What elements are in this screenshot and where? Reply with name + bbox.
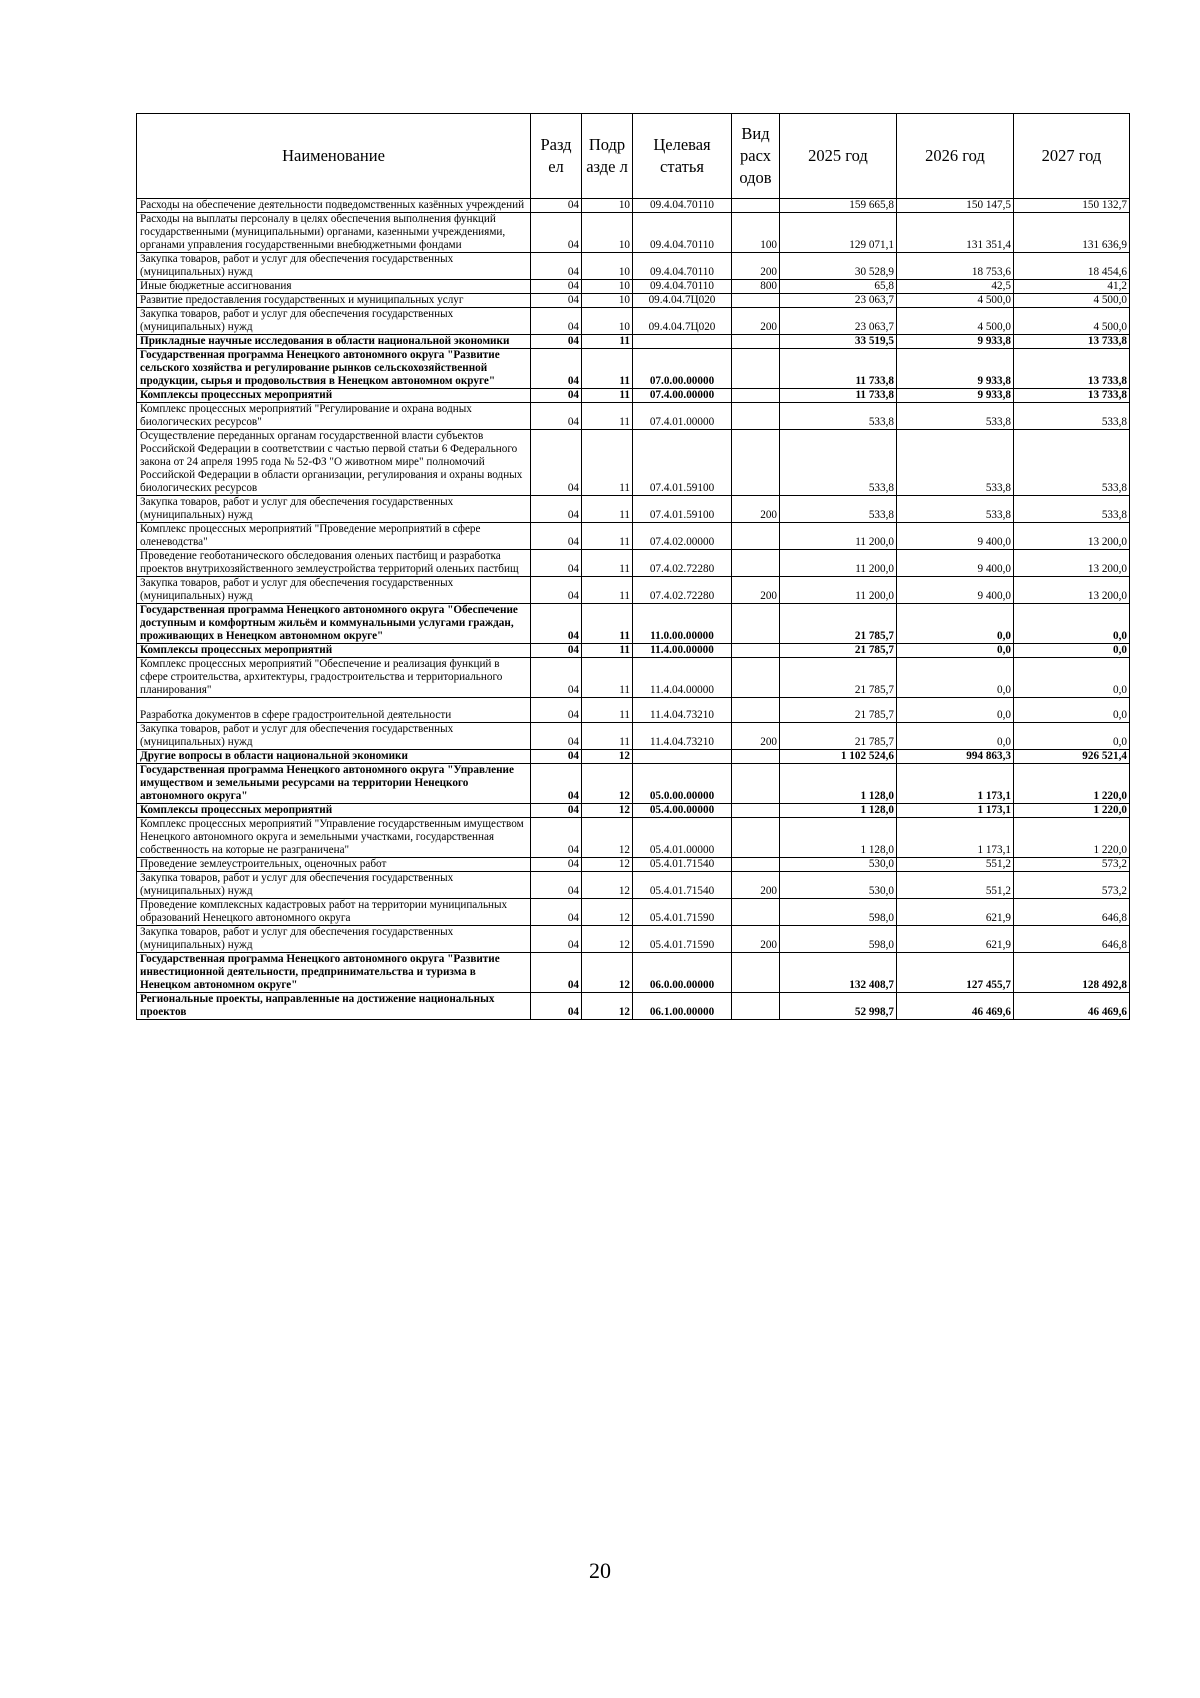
row-target-cell	[633, 750, 732, 764]
row-podrazdel-cell: 12	[582, 750, 633, 764]
row-name-cell: Государственная программа Ненецкого автономного округа "Развитие инвестиционной деятельности, предпринимательства и туризма в Ненецком автономном округе"	[137, 953, 531, 993]
row-2026-cell: 9 933,8	[897, 335, 1014, 349]
header-row	[137, 114, 1130, 199]
row-razdel-cell: 04	[531, 698, 582, 723]
row-2025-cell: 530,0	[780, 858, 897, 872]
row-2027-cell: 0,0	[1014, 604, 1130, 644]
row-2027-cell: 646,8	[1014, 926, 1130, 953]
row-2026-cell: 18 753,6	[897, 253, 1014, 280]
table-row	[137, 430, 1130, 496]
row-vid-cell	[732, 523, 780, 550]
row-vid-cell	[732, 403, 780, 430]
header-2025: 2025 год	[780, 114, 897, 199]
row-2025-cell: 65,8	[780, 280, 897, 294]
table-row	[137, 750, 1130, 764]
row-2025-cell: 132 408,7	[780, 953, 897, 993]
table-row	[137, 604, 1130, 644]
row-2027-cell: 533,8	[1014, 430, 1130, 496]
row-2025-cell: 21 785,7	[780, 604, 897, 644]
row-razdel-cell: 04	[531, 308, 582, 335]
row-target-cell: 07.4.01.00000	[633, 403, 732, 430]
row-vid-cell	[732, 953, 780, 993]
row-2026-cell: 551,2	[897, 858, 1014, 872]
row-target-cell: 05.4.01.71540	[633, 872, 732, 899]
row-podrazdel-cell: 12	[582, 926, 633, 953]
row-name-cell: Развитие предоставления государственных и муниципальных услуг	[137, 294, 531, 308]
row-vid-cell	[732, 199, 780, 213]
row-name-cell: Государственная программа Ненецкого автономного округа "Управление имуществом и земельными ресурсами на территории Ненецкого автономного округа"	[137, 764, 531, 804]
row-2025-cell: 21 785,7	[780, 658, 897, 698]
row-name-cell: Расходы на обеспечение деятельности подведомственных казённых учреждений	[137, 199, 531, 213]
row-podrazdel-cell: 11	[582, 604, 633, 644]
row-razdel-cell: 04	[531, 213, 582, 253]
row-2025-cell: 11 733,8	[780, 349, 897, 389]
row-target-cell: 05.4.01.71590	[633, 899, 732, 926]
row-razdel-cell: 04	[531, 723, 582, 750]
row-2025-cell: 23 063,7	[780, 294, 897, 308]
row-2026-cell: 9 400,0	[897, 550, 1014, 577]
row-target-cell: 07.4.01.59100	[633, 496, 732, 523]
row-vid-cell: 200	[732, 872, 780, 899]
row-razdel-cell: 04	[531, 430, 582, 496]
row-2026-cell: 42,5	[897, 280, 1014, 294]
row-podrazdel-cell: 11	[582, 644, 633, 658]
row-podrazdel-cell: 12	[582, 818, 633, 858]
table-row	[137, 858, 1130, 872]
row-razdel-cell: 04	[531, 294, 582, 308]
row-podrazdel-cell: 10	[582, 308, 633, 335]
row-2026-cell: 0,0	[897, 644, 1014, 658]
row-razdel-cell: 04	[531, 280, 582, 294]
table-row	[137, 308, 1130, 335]
row-name-cell: Комплексы процессных мероприятий	[137, 644, 531, 658]
row-razdel-cell: 04	[531, 818, 582, 858]
header-podrazdel: Подр азде л	[582, 114, 633, 199]
row-2026-cell: 131 351,4	[897, 213, 1014, 253]
row-podrazdel-cell: 10	[582, 294, 633, 308]
row-vid-cell	[732, 750, 780, 764]
table-row	[137, 993, 1130, 1020]
row-vid-cell	[732, 818, 780, 858]
row-name-cell: Комплексы процессных мероприятий	[137, 804, 531, 818]
row-target-cell	[633, 335, 732, 349]
row-2026-cell: 994 863,3	[897, 750, 1014, 764]
row-target-cell: 11.4.04.73210	[633, 723, 732, 750]
row-2025-cell: 21 785,7	[780, 644, 897, 658]
row-vid-cell	[732, 550, 780, 577]
row-2026-cell: 533,8	[897, 430, 1014, 496]
row-2026-cell: 9 400,0	[897, 523, 1014, 550]
row-2025-cell: 21 785,7	[780, 698, 897, 723]
row-2027-cell: 13 733,8	[1014, 349, 1130, 389]
table-row	[137, 723, 1130, 750]
row-vid-cell	[732, 604, 780, 644]
row-vid-cell: 200	[732, 253, 780, 280]
row-razdel-cell: 04	[531, 523, 582, 550]
row-razdel-cell: 04	[531, 550, 582, 577]
table-row	[137, 818, 1130, 858]
row-target-cell: 11.0.00.00000	[633, 604, 732, 644]
row-name-cell: Расходы на выплаты персоналу в целях обеспечения выполнения функций государственными (муниципальными) органами, казенными учреждениями, органами управления государственными внебюджетными фондами	[137, 213, 531, 253]
row-name-cell: Комплекс процессных мероприятий "Регулирование и охрана водных биологических ресурсов"	[137, 403, 531, 430]
row-name-cell: Прикладные научные исследования в области национальной экономики	[137, 335, 531, 349]
row-2026-cell: 1 173,1	[897, 804, 1014, 818]
row-2025-cell: 30 528,9	[780, 253, 897, 280]
row-razdel-cell: 04	[531, 899, 582, 926]
table-row	[137, 389, 1130, 403]
row-2026-cell: 9 400,0	[897, 577, 1014, 604]
row-razdel-cell: 04	[531, 335, 582, 349]
row-target-cell: 07.4.02.72280	[633, 577, 732, 604]
row-podrazdel-cell: 12	[582, 953, 633, 993]
row-2026-cell: 46 469,6	[897, 993, 1014, 1020]
row-razdel-cell: 04	[531, 750, 582, 764]
row-2025-cell: 159 665,8	[780, 199, 897, 213]
table-row	[137, 280, 1130, 294]
row-2027-cell: 131 636,9	[1014, 213, 1130, 253]
row-2027-cell: 0,0	[1014, 658, 1130, 698]
row-razdel-cell: 04	[531, 644, 582, 658]
table-row	[137, 199, 1130, 213]
row-name-cell: Иные бюджетные ассигнования	[137, 280, 531, 294]
table-row	[137, 698, 1130, 723]
row-podrazdel-cell: 12	[582, 993, 633, 1020]
table-row	[137, 577, 1130, 604]
row-target-cell: 11.4.04.73210	[633, 698, 732, 723]
row-2027-cell: 46 469,6	[1014, 993, 1130, 1020]
row-razdel-cell: 04	[531, 604, 582, 644]
row-podrazdel-cell: 12	[582, 804, 633, 818]
row-2027-cell: 1 220,0	[1014, 818, 1130, 858]
row-podrazdel-cell: 12	[582, 899, 633, 926]
row-target-cell: 05.0.00.00000	[633, 764, 732, 804]
row-target-cell: 07.4.00.00000	[633, 389, 732, 403]
row-podrazdel-cell: 11	[582, 723, 633, 750]
row-2025-cell: 530,0	[780, 872, 897, 899]
row-2025-cell: 21 785,7	[780, 723, 897, 750]
table-row	[137, 550, 1130, 577]
row-target-cell: 05.4.00.00000	[633, 804, 732, 818]
row-2027-cell: 13 733,8	[1014, 389, 1130, 403]
row-vid-cell	[732, 858, 780, 872]
header-2027: 2027 год	[1014, 114, 1130, 199]
row-target-cell: 05.4.01.71540	[633, 858, 732, 872]
row-2025-cell: 598,0	[780, 899, 897, 926]
row-2027-cell: 41,2	[1014, 280, 1130, 294]
row-name-cell: Закупка товаров, работ и услуг для обеспечения государственных (муниципальных) нужд	[137, 872, 531, 899]
row-name-cell: Закупка товаров, работ и услуг для обеспечения государственных (муниципальных) нужд	[137, 723, 531, 750]
header-target: Целевая статья	[633, 114, 732, 199]
row-podrazdel-cell: 11	[582, 550, 633, 577]
header-vid: Вид расх одов	[732, 114, 780, 199]
row-2027-cell: 926 521,4	[1014, 750, 1130, 764]
table-row	[137, 644, 1130, 658]
row-target-cell: 09.4.04.70110	[633, 199, 732, 213]
row-target-cell: 11.4.04.00000	[633, 658, 732, 698]
row-target-cell: 05.4.01.71590	[633, 926, 732, 953]
row-2027-cell: 4 500,0	[1014, 294, 1130, 308]
row-2027-cell: 4 500,0	[1014, 308, 1130, 335]
row-vid-cell	[732, 899, 780, 926]
table-row	[137, 253, 1130, 280]
row-2026-cell: 9 933,8	[897, 389, 1014, 403]
row-razdel-cell: 04	[531, 804, 582, 818]
row-target-cell: 09.4.04.70110	[633, 213, 732, 253]
row-2025-cell: 11 733,8	[780, 389, 897, 403]
row-2027-cell: 13 200,0	[1014, 523, 1130, 550]
table-row	[137, 899, 1130, 926]
table-body	[137, 199, 1130, 1020]
row-podrazdel-cell: 10	[582, 213, 633, 253]
row-target-cell: 09.4.04.70110	[633, 253, 732, 280]
table-row	[137, 403, 1130, 430]
row-vid-cell	[732, 335, 780, 349]
row-name-cell: Комплекс процессных мероприятий "Управление государственным имуществом Ненецкого автономного округа и земельными участками, государственная собственность на которые не разграничена"	[137, 818, 531, 858]
row-target-cell: 09.4.04.70110	[633, 280, 732, 294]
row-vid-cell: 200	[732, 723, 780, 750]
row-2027-cell: 1 220,0	[1014, 764, 1130, 804]
row-2025-cell: 52 998,7	[780, 993, 897, 1020]
row-podrazdel-cell: 12	[582, 764, 633, 804]
row-2026-cell: 533,8	[897, 403, 1014, 430]
table-row	[137, 872, 1130, 899]
row-2026-cell: 0,0	[897, 698, 1014, 723]
table-row	[137, 349, 1130, 389]
row-2026-cell: 127 455,7	[897, 953, 1014, 993]
row-2026-cell: 0,0	[897, 604, 1014, 644]
table-row	[137, 953, 1130, 993]
row-target-cell: 06.1.00.00000	[633, 993, 732, 1020]
row-2026-cell: 0,0	[897, 723, 1014, 750]
row-razdel-cell: 04	[531, 858, 582, 872]
row-podrazdel-cell: 10	[582, 199, 633, 213]
row-target-cell: 07.4.02.00000	[633, 523, 732, 550]
row-2027-cell: 13 200,0	[1014, 577, 1130, 604]
row-name-cell: Закупка товаров, работ и услуг для обеспечения государственных (муниципальных) нужд	[137, 253, 531, 280]
row-vid-cell	[732, 764, 780, 804]
row-2026-cell: 150 147,5	[897, 199, 1014, 213]
row-2025-cell: 1 128,0	[780, 804, 897, 818]
row-name-cell: Региональные проекты, направленные на достижение национальных проектов	[137, 993, 531, 1020]
row-2025-cell: 33 519,5	[780, 335, 897, 349]
row-2026-cell: 621,9	[897, 899, 1014, 926]
row-2026-cell: 4 500,0	[897, 308, 1014, 335]
row-vid-cell: 100	[732, 213, 780, 253]
row-target-cell: 05.4.01.00000	[633, 818, 732, 858]
row-2027-cell: 573,2	[1014, 858, 1130, 872]
row-razdel-cell: 04	[531, 658, 582, 698]
row-2026-cell: 551,2	[897, 872, 1014, 899]
row-2027-cell: 533,8	[1014, 496, 1130, 523]
row-razdel-cell: 04	[531, 953, 582, 993]
row-2025-cell: 1 128,0	[780, 818, 897, 858]
row-razdel-cell: 04	[531, 577, 582, 604]
row-2025-cell: 11 200,0	[780, 550, 897, 577]
row-2025-cell: 129 071,1	[780, 213, 897, 253]
row-name-cell: Проведение комплексных кадастровых работ на территории муниципальных образований Ненецкого автономного округа	[137, 899, 531, 926]
row-name-cell: Закупка товаров, работ и услуг для обеспечения государственных (муниципальных) нужд	[137, 577, 531, 604]
row-razdel-cell: 04	[531, 496, 582, 523]
row-vid-cell	[732, 993, 780, 1020]
row-vid-cell: 200	[732, 577, 780, 604]
row-name-cell: Государственная программа Ненецкого автономного округа "Обеспечение доступным и комфортным жильём и коммунальными услугами граждан, проживающих в Ненецком автономном округе"	[137, 604, 531, 644]
row-2026-cell: 9 933,8	[897, 349, 1014, 389]
header-name: Наименование	[137, 114, 531, 199]
page-number: 20	[589, 1558, 611, 1583]
row-podrazdel-cell: 11	[582, 430, 633, 496]
row-vid-cell: 200	[732, 926, 780, 953]
row-vid-cell	[732, 658, 780, 698]
header-2026: 2026 год	[897, 114, 1014, 199]
row-2025-cell: 1 102 524,6	[780, 750, 897, 764]
row-name-cell: Закупка товаров, работ и услуг для обеспечения государственных (муниципальных) нужд	[137, 926, 531, 953]
row-name-cell: Государственная программа Ненецкого автономного округа "Развитие сельского хозяйства и регулирование рынков сельскохозяйственной продукции, сырья и продовольствия в Ненецком автономном округе"	[137, 349, 531, 389]
row-2025-cell: 1 128,0	[780, 764, 897, 804]
row-razdel-cell: 04	[531, 872, 582, 899]
row-target-cell: 06.0.00.00000	[633, 953, 732, 993]
row-vid-cell	[732, 349, 780, 389]
row-name-cell: Комплекс процессных мероприятий "Обеспечение и реализация функций в сфере строительства, архитектуры, градостроительства и территориального планирования"	[137, 658, 531, 698]
row-name-cell: Другие вопросы в области национальной экономики	[137, 750, 531, 764]
row-razdel-cell: 04	[531, 926, 582, 953]
row-2027-cell: 128 492,8	[1014, 953, 1130, 993]
row-name-cell: Закупка товаров, работ и услуг для обеспечения государственных (муниципальных) нужд	[137, 308, 531, 335]
row-razdel-cell: 04	[531, 199, 582, 213]
row-podrazdel-cell: 12	[582, 858, 633, 872]
row-2027-cell: 13 733,8	[1014, 335, 1130, 349]
row-razdel-cell: 04	[531, 349, 582, 389]
row-target-cell: 07.0.00.00000	[633, 349, 732, 389]
row-vid-cell: 800	[732, 280, 780, 294]
row-vid-cell	[732, 698, 780, 723]
row-podrazdel-cell: 11	[582, 577, 633, 604]
row-podrazdel-cell: 11	[582, 403, 633, 430]
budget-table	[136, 113, 1130, 1020]
row-2026-cell: 0,0	[897, 658, 1014, 698]
table-row	[137, 335, 1130, 349]
row-2025-cell: 533,8	[780, 430, 897, 496]
row-target-cell: 11.4.00.00000	[633, 644, 732, 658]
row-podrazdel-cell: 10	[582, 253, 633, 280]
row-razdel-cell: 04	[531, 253, 582, 280]
row-2027-cell: 13 200,0	[1014, 550, 1130, 577]
row-podrazdel-cell: 11	[582, 658, 633, 698]
table-row	[137, 764, 1130, 804]
row-2027-cell: 18 454,6	[1014, 253, 1130, 280]
row-podrazdel-cell: 11	[582, 523, 633, 550]
row-name-cell: Комплексы процессных мероприятий	[137, 389, 531, 403]
row-2027-cell: 0,0	[1014, 644, 1130, 658]
row-2026-cell: 621,9	[897, 926, 1014, 953]
table-row	[137, 213, 1130, 253]
table-row	[137, 523, 1130, 550]
row-2027-cell: 0,0	[1014, 698, 1130, 723]
row-2027-cell: 573,2	[1014, 872, 1130, 899]
row-vid-cell: 200	[732, 496, 780, 523]
table-row	[137, 926, 1130, 953]
row-2025-cell: 533,8	[780, 496, 897, 523]
row-name-cell: Проведение землеустроительных, оценочных работ	[137, 858, 531, 872]
row-podrazdel-cell: 11	[582, 335, 633, 349]
row-2025-cell: 11 200,0	[780, 577, 897, 604]
row-name-cell: Разработка документов в сфере градостроительной деятельности	[137, 698, 531, 723]
row-target-cell: 07.4.01.59100	[633, 430, 732, 496]
row-2026-cell: 4 500,0	[897, 294, 1014, 308]
table-row	[137, 804, 1130, 818]
row-podrazdel-cell: 11	[582, 389, 633, 403]
row-vid-cell: 200	[732, 308, 780, 335]
row-2027-cell: 0,0	[1014, 723, 1130, 750]
table-row	[137, 496, 1130, 523]
row-2027-cell: 646,8	[1014, 899, 1130, 926]
row-vid-cell	[732, 430, 780, 496]
row-podrazdel-cell: 11	[582, 698, 633, 723]
row-2025-cell: 533,8	[780, 403, 897, 430]
row-podrazdel-cell: 12	[582, 872, 633, 899]
row-2025-cell: 23 063,7	[780, 308, 897, 335]
row-2025-cell: 11 200,0	[780, 523, 897, 550]
row-2027-cell: 150 132,7	[1014, 199, 1130, 213]
row-name-cell: Осуществление переданных органам государственной власти субъектов Российской Федерации в соответствии с частью первой статьи 6 Федерального закона от 24 апреля 1995 года № 52-ФЗ "О животном мире" полномочий Российской Федерации в области организации, регулирования и охраны водных биологических ресурсов	[137, 430, 531, 496]
row-name-cell: Закупка товаров, работ и услуг для обеспечения государственных (муниципальных) нужд	[137, 496, 531, 523]
row-razdel-cell: 04	[531, 403, 582, 430]
row-razdel-cell: 04	[531, 389, 582, 403]
row-vid-cell	[732, 644, 780, 658]
row-name-cell: Комплекс процессных мероприятий "Проведение мероприятий в сфере оленеводства"	[137, 523, 531, 550]
row-2027-cell: 533,8	[1014, 403, 1130, 430]
row-2026-cell: 1 173,1	[897, 818, 1014, 858]
row-2025-cell: 598,0	[780, 926, 897, 953]
row-target-cell: 09.4.04.7Ц020	[633, 308, 732, 335]
row-2026-cell: 533,8	[897, 496, 1014, 523]
row-name-cell: Проведение геоботанического обследования оленьих пастбищ и разработка проектов внутрихозяйственного землеустройства территорий оленьих пастбищ	[137, 550, 531, 577]
table-row	[137, 294, 1130, 308]
row-2026-cell: 1 173,1	[897, 764, 1014, 804]
row-target-cell: 09.4.04.7Ц020	[633, 294, 732, 308]
row-podrazdel-cell: 10	[582, 280, 633, 294]
row-vid-cell	[732, 389, 780, 403]
row-razdel-cell: 04	[531, 993, 582, 1020]
row-razdel-cell: 04	[531, 764, 582, 804]
header-razdel: Разд ел	[531, 114, 582, 199]
table-row	[137, 658, 1130, 698]
row-podrazdel-cell: 11	[582, 349, 633, 389]
row-2027-cell: 1 220,0	[1014, 804, 1130, 818]
row-vid-cell	[732, 294, 780, 308]
row-target-cell: 07.4.02.72280	[633, 550, 732, 577]
row-podrazdel-cell: 11	[582, 496, 633, 523]
row-vid-cell	[732, 804, 780, 818]
